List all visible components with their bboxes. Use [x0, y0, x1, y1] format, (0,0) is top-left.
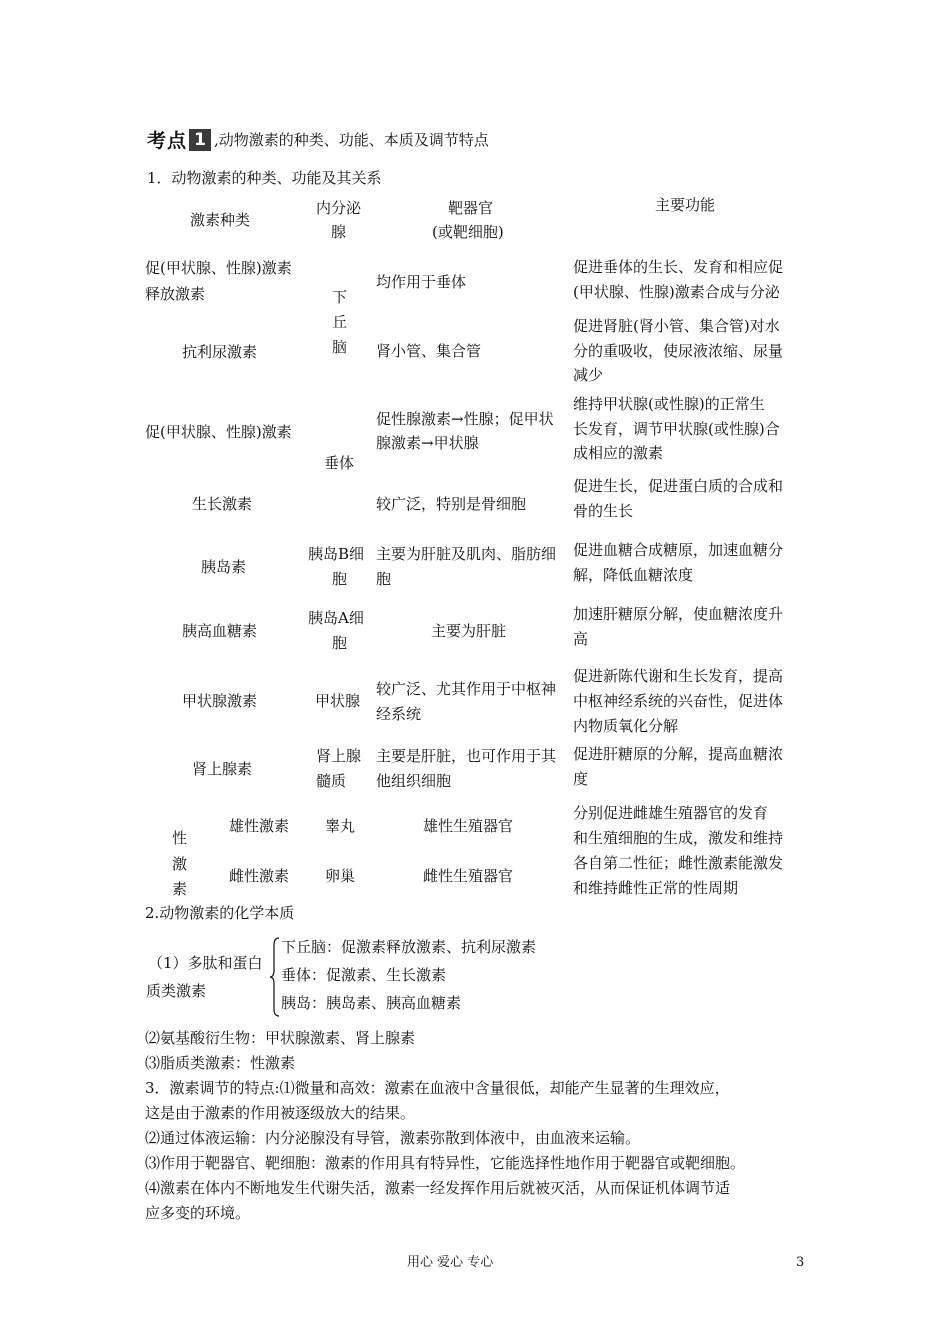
female-target: 雌性生殖器官 [423, 867, 514, 885]
row6-func-line1: 加速肝糖原分解，使血糖浓度升 [573, 605, 784, 623]
row4-func-line1: 促进生长，促进蛋白质的合成和 [573, 477, 784, 495]
row6-target: 主要为肝脏 [431, 622, 507, 640]
section-badge-number: 1 [189, 129, 211, 151]
section-header [147, 126, 489, 153]
point-2: ⑵通过体液运输：内分泌腺没有导管，激素弥散到体液中，由血液来运输。 [145, 1129, 641, 1147]
heading-2: 2.动物激素的化学本质 [145, 904, 295, 922]
row8-func-line1: 促进肝糖原的分解，提高血糖浓 [573, 745, 784, 763]
row8-func-line2: 度 [573, 770, 589, 788]
section-title: ,动物激素的种类、功能、本质及调节特点 [214, 131, 489, 149]
row7-func-line3: 内物质氧化分解 [573, 717, 679, 735]
sex-label-2: 激 [172, 855, 188, 873]
row1-target: 均作用于垂体 [376, 273, 467, 291]
header-kind: 激素种类 [190, 211, 251, 229]
male-kind: 雄性激素 [229, 817, 290, 835]
protein-label-line1: （1）多肽和蛋白 [148, 954, 263, 972]
row3-target-line2: 腺激素→甲状腺 [376, 434, 479, 452]
row3-func-line3: 成相应的激素 [573, 444, 664, 462]
row7-gland: 甲状腺 [315, 692, 361, 710]
curly-brace-icon [270, 937, 280, 1017]
row2-func-line3: 减少 [573, 366, 604, 384]
row4-kind: 生长激素 [192, 495, 253, 513]
header-gland-line1: 内分泌 [316, 199, 362, 217]
point-4-line1: ⑷激素在体内不断地发生代谢失活，激素一经发挥作用后就被灭活，从而保证机体调节适 [145, 1179, 731, 1197]
item-lipid: ⑶脂质类激素：性激素 [145, 1054, 296, 1072]
sex-label-3: 素 [172, 880, 188, 898]
row8-kind: 肾上腺素 [192, 760, 253, 778]
row6-gland-line1: 胰岛A细 [308, 609, 364, 627]
row1-kind-line2: 释放激素 [145, 285, 206, 303]
row8-gland-line2: 髓质 [316, 772, 347, 790]
row6-gland-line2: 胞 [332, 634, 348, 652]
row7-func-line2: 中枢神经系统的兴奋性，促进体 [573, 692, 784, 710]
gland-hypothalamus-3: 脑 [332, 338, 348, 356]
sex-func-line3: 各自第二性征；雌性激素能激发 [573, 854, 784, 872]
header-target-line2: (或靶细胞) [432, 223, 504, 241]
row5-kind: 胰岛素 [201, 558, 247, 576]
row2-func-line2: 分的重吸收，使尿液浓缩、尿量 [573, 342, 784, 360]
header-function: 主要功能 [655, 196, 716, 214]
header-target-line1: 靶器官 [448, 199, 494, 217]
row7-kind: 甲状腺激素 [182, 692, 258, 710]
protein-item-hypothalamus: 下丘脑：促激素释放激素、抗利尿激素 [281, 938, 537, 956]
item-amino-acid: ⑵氨基酸衍生物：甲状腺激素、肾上腺素 [145, 1029, 416, 1047]
protein-label-line2: 质类激素 [146, 982, 207, 1000]
row5-gland-line1: 胰岛B细 [308, 545, 365, 563]
heading-1: 1．动物激素的种类、功能及其关系 [147, 169, 382, 187]
heading-3-line1: 3．激素调节的特点:⑴微量和高效：激素在血液中含量很低，却能产生显著的生理效应， [145, 1079, 730, 1097]
row3-kind: 促(甲状腺、性腺)激素 [145, 423, 292, 441]
row1-func-line2: (甲状腺、性腺)激素合成与分泌 [573, 283, 780, 301]
point-4-line2: 应多变的环境。 [145, 1204, 251, 1222]
sex-func-line1: 分别促进雌雄生殖器官的发育 [573, 804, 769, 822]
row3-target-line1: 促性腺激素→性腺；促甲状 [376, 410, 554, 428]
sex-label-1: 性 [172, 829, 188, 847]
row5-target-line1: 主要为肝脏及肌肉、脂肪细 [376, 545, 557, 563]
page-number: 3 [796, 1255, 805, 1270]
row6-kind: 胰高血糖素 [182, 622, 258, 640]
row1-kind-line1: 促(甲状腺、性腺)激素 [145, 259, 292, 277]
female-kind: 雌性激素 [229, 867, 290, 885]
female-gland: 卵巢 [325, 867, 356, 885]
row3-func-line2: 长发育，调节甲状腺(或性腺)合 [573, 420, 780, 438]
row5-target-line2: 胞 [376, 570, 392, 588]
male-gland: 睾丸 [325, 817, 356, 835]
row7-func-line1: 促进新陈代谢和生长发育，提高 [573, 667, 784, 685]
row8-gland-line1: 肾上腺 [316, 747, 362, 765]
section-badge-word: 考点 [147, 130, 188, 152]
row8-target-line2: 他组织细胞 [376, 772, 452, 790]
row8-target-line1: 主要是肝脏，也可作用于其 [376, 747, 557, 765]
row5-gland-line2: 胞 [332, 570, 348, 588]
gland-hypothalamus-1: 下 [332, 288, 348, 306]
row2-target: 肾小管、集合管 [376, 342, 482, 360]
sex-func-line2: 和生殖细胞的生成，激发和维持 [573, 829, 784, 847]
row5-func-line1: 促进血糖合成糖原，加速血糖分 [573, 541, 784, 559]
footer-motto: 用心 爱心 专心 [407, 1255, 494, 1270]
point-3: ⑶作用于靶器官、靶细胞：激素的作用具有特异性，它能选择性地作用于靶器官或靶细胞。 [145, 1154, 746, 1172]
row5-func-line2: 解，降低血糖浓度 [573, 566, 694, 584]
gland-hypothalamus-2: 丘 [332, 313, 348, 331]
gland-pituitary: 垂体 [324, 454, 355, 472]
row7-target-line2: 经系统 [376, 705, 422, 723]
row4-target: 较广泛，特别是骨细胞 [376, 495, 527, 513]
header-gland-line2: 腺 [331, 223, 347, 241]
male-target: 雄性生殖器官 [423, 817, 514, 835]
protein-item-pancreas: 胰岛：胰岛素、胰高血糖素 [281, 994, 462, 1012]
row6-func-line2: 高 [573, 630, 589, 648]
row2-func-line1: 促进肾脏(肾小管、集合管)对水 [573, 317, 780, 335]
row7-target-line1: 较广泛、尤其作用于中枢神 [376, 680, 557, 698]
row1-func-line1: 促进垂体的生长、发育和相应促 [573, 258, 784, 276]
protein-item-pituitary: 垂体：促激素、生长激素 [281, 966, 447, 984]
heading-3-line2: 这是由于激素的作用被逐级放大的结果。 [145, 1104, 416, 1122]
row3-func-line1: 维持甲状腺(或性腺)的正常生 [573, 395, 765, 413]
row4-func-line2: 骨的生长 [573, 502, 634, 520]
row2-kind: 抗利尿激素 [182, 343, 258, 361]
sex-func-line4: 和维持雌性正常的性周期 [573, 879, 739, 897]
